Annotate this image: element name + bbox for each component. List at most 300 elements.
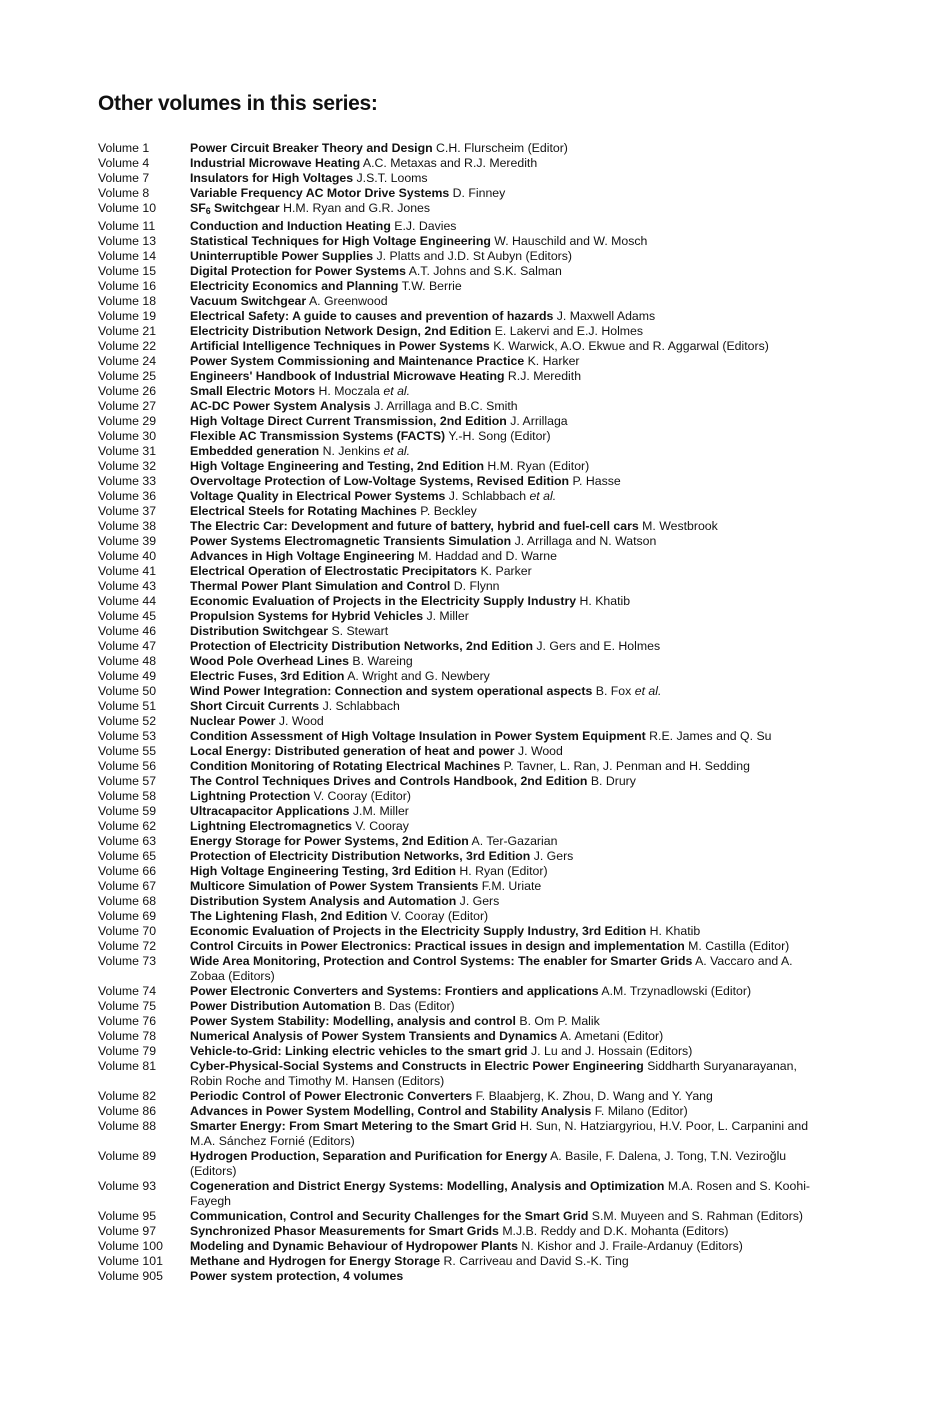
volume-authors: V. Cooray (Editor): [313, 788, 411, 803]
volume-number: Volume 49: [98, 668, 157, 683]
volume-entry: [98, 564, 828, 579]
volume-number: Volume 50: [98, 683, 157, 698]
volume-authors: H. Ryan (Editor): [459, 863, 548, 878]
volume-title-text: Energy Storage for Power Systems, 2nd Edition: [190, 833, 469, 848]
volume-number: Volume 78: [98, 1028, 157, 1043]
volume-authors: B. Fox: [595, 683, 632, 698]
volume-title: [190, 474, 569, 488]
volume-entry: [98, 879, 828, 894]
volume-title-text: The Control Techniques Drives and Controls Handbook, 2nd Edition: [190, 773, 588, 788]
volume-text: [190, 879, 828, 894]
volume-title-text: Wood Pole Overhead Lines: [190, 653, 349, 668]
volume-authors: J. Arrillaga and N. Watson: [514, 533, 657, 548]
volume-authors: R.E. James and Q. Su: [649, 728, 772, 743]
volume-entry: [98, 459, 828, 474]
volume-title: [190, 519, 639, 533]
volume-title: [190, 864, 456, 878]
volume-text: [190, 1269, 828, 1284]
volume-text: [190, 141, 828, 156]
volume-authors: M.A. Rosen and S. Koohi-Fayegh: [190, 1178, 811, 1208]
volume-title-text: Protection of Electricity Distribution Networks, 3rd Edition: [190, 848, 531, 863]
volume-number: Volume 79: [98, 1043, 157, 1058]
volume-authors: J. Schlabbach: [322, 698, 400, 713]
volume-text: [190, 894, 828, 909]
volume-title-prefix: SF: [190, 201, 206, 215]
volume-authors: M. Castilla (Editor): [688, 938, 790, 953]
volume-number: Volume 39: [98, 533, 157, 548]
volume-entry: [98, 744, 828, 759]
volume-title-text: Embedded generation: [190, 443, 320, 458]
volume-entry: [98, 729, 828, 744]
volume-title-text: Synchronized Phasor Measurements for Smart Grids: [190, 1223, 499, 1238]
volume-text: [190, 984, 828, 999]
volume-entry: [98, 894, 828, 909]
volume-number: Volume 68: [98, 893, 157, 908]
volume-entry: [98, 369, 828, 384]
volume-entry: [98, 1059, 828, 1089]
volume-text: [190, 819, 828, 834]
volume-title-text: Power System Commissioning and Maintenance Practice: [190, 353, 525, 368]
volume-title: [190, 834, 469, 848]
volume-title-text: Protection of Electricity Distribution Networks, 2nd Edition: [190, 638, 533, 653]
volume-number: Volume 66: [98, 863, 157, 878]
volume-title-text: Cogeneration and District Energy Systems: Modelling, Analysis and Optimization: [190, 1178, 665, 1193]
volume-text: [190, 624, 828, 639]
volume-title: [190, 504, 417, 518]
volume-entry: [98, 579, 828, 594]
volume-number: Volume 25: [98, 368, 157, 383]
volume-number: Volume 7: [98, 171, 150, 185]
volume-title: [190, 234, 491, 248]
volume-title-text: Modeling and Dynamic Behaviour of Hydropower Plants: [190, 1238, 518, 1253]
volume-title: [190, 534, 511, 548]
volume-title: [190, 354, 524, 368]
volume-number: Volume 40: [98, 548, 157, 563]
volume-authors: C.H. Flurscheim (Editor): [436, 141, 568, 155]
volume-title-text: Variable Frequency AC Motor Drive Systems: [190, 186, 450, 200]
volume-title: [190, 1029, 557, 1043]
volume-title-text: Numerical Analysis of Power System Transients and Dynamics: [190, 1028, 558, 1043]
volume-entry: [98, 924, 828, 939]
volume-authors: J. Platts and J.D. St Aubyn (Editors): [376, 248, 572, 263]
volume-title: [190, 699, 319, 713]
volume-entry: [98, 1149, 828, 1179]
volume-title-text: Local Energy: Distributed generation of heat and power: [190, 743, 515, 758]
volume-number: Volume 24: [98, 353, 157, 368]
volume-title: [190, 819, 352, 833]
volume-entry: [98, 429, 828, 444]
volume-title-text: The Electric Car: Development and future of battery, hybrid and fuel-cell cars: [190, 518, 639, 533]
volume-number: Volume 100: [98, 1238, 163, 1253]
volume-title-text: Wide Area Monitoring, Protection and Control Systems: The enabler for Smarter Grids: [190, 953, 693, 968]
volume-number: Volume 52: [98, 713, 157, 728]
volume-entry: [98, 789, 828, 804]
volume-entry: [98, 999, 828, 1014]
volume-number: Volume 38: [98, 518, 157, 533]
volume-title: [190, 429, 445, 443]
volume-title-text: Conduction and Induction Heating: [190, 218, 391, 233]
volume-entry: [98, 339, 828, 354]
volume-title: [190, 156, 360, 170]
volume-title-text: Condition Monitoring of Rotating Electrical Machines: [190, 758, 501, 773]
volume-title: [190, 369, 505, 383]
volume-title: [190, 894, 456, 908]
volume-title: [190, 264, 406, 278]
volume-entry: [98, 279, 828, 294]
volume-text: [190, 1104, 828, 1119]
volume-authors: Siddharth Suryanarayanan, Robin Roche and Timothy M. Hansen (Editors): [190, 1058, 797, 1088]
volume-text: [190, 399, 828, 414]
volume-title-text: Condition Assessment of High Voltage Insulation in Power System Equipment: [190, 728, 646, 743]
volume-title: [190, 1254, 440, 1268]
volume-authors: J. Maxwell Adams: [556, 308, 656, 323]
volume-number: Volume 56: [98, 758, 157, 773]
volume-text: [190, 324, 828, 339]
volume-authors: J. Schlabbach: [448, 488, 527, 503]
volume-number: Volume 27: [98, 398, 157, 413]
volume-authors: W. Hauschild and W. Mosch: [494, 233, 648, 248]
volume-title: [190, 279, 398, 293]
volume-entry: [98, 669, 828, 684]
volume-title: [190, 1014, 516, 1028]
volume-number: Volume 47: [98, 638, 157, 653]
volume-entry: [98, 609, 828, 624]
volume-title-text: Vacuum Switchgear: [190, 293, 307, 308]
volume-entry: [98, 294, 828, 309]
volume-title: [190, 294, 306, 308]
volume-number: Volume 75: [98, 998, 157, 1013]
volume-entry: [98, 759, 828, 774]
volume-number: Volume 63: [98, 833, 157, 848]
volume-title-text: Wind Power Integration: Connection and system operational aspects: [190, 683, 593, 698]
volume-text: [190, 489, 828, 504]
volume-text: [190, 171, 828, 186]
volume-entry: [98, 954, 828, 984]
volume-entry: [98, 834, 828, 849]
volume-title-text: Industrial Microwave Heating: [190, 156, 361, 170]
volume-text: [190, 639, 828, 654]
volume-text: [190, 186, 828, 201]
volume-title: [190, 1179, 664, 1193]
volume-title: [190, 219, 391, 233]
volume-title: [190, 579, 450, 593]
volume-title-text: Insulators for High Voltages: [190, 171, 354, 185]
volume-number: Volume 22: [98, 338, 157, 353]
volume-authors: B. Das (Editor): [374, 998, 455, 1013]
volume-text: [190, 444, 828, 459]
volume-number: Volume 1: [98, 141, 150, 155]
volume-title-text: Electrical Operation of Electrostatic Precipitators: [190, 563, 478, 578]
volume-number: Volume 32: [98, 458, 157, 473]
volume-entry: [98, 399, 828, 414]
volume-authors: B. Om P. Malik: [519, 1013, 600, 1028]
volume-title: [190, 849, 530, 863]
volume-entry: [98, 186, 828, 201]
volume-number: Volume 46: [98, 623, 157, 638]
volume-authors: F. Blaabjerg, K. Zhou, D. Wang and Y. Yang: [475, 1088, 713, 1103]
volume-entry: [98, 534, 828, 549]
volume-text: [190, 954, 828, 984]
volume-number: Volume 26: [98, 383, 157, 398]
volume-entry: [98, 201, 828, 219]
volume-authors: M. Westbrook: [642, 518, 718, 533]
volume-title-text: Statistical Techniques for High Voltage Engineering: [190, 233, 491, 248]
volume-authors: T.W. Berrie: [401, 278, 462, 293]
volume-title: [190, 654, 349, 668]
volume-title-text: Power Distribution Automation: [190, 998, 371, 1013]
volume-number: Volume 89: [98, 1148, 157, 1163]
volume-title-text: Lightning Electromagnetics: [190, 818, 352, 833]
volume-title-text: Power system protection, 4 volumes: [190, 1268, 404, 1283]
volume-number: Volume 14: [98, 248, 157, 263]
volume-text: [190, 834, 828, 849]
volume-text: [190, 201, 828, 219]
volume-text: [190, 264, 828, 279]
volume-entry: [98, 624, 828, 639]
volume-title-text: Overvoltage Protection of Low-Voltage Systems, Revised Edition: [190, 473, 570, 488]
volume-title: [190, 1224, 499, 1238]
volume-entry: [98, 519, 828, 534]
volume-authors: A. Basile, F. Dalena, J. Tong, T.N. Veziroğlu (Editors): [190, 1148, 787, 1178]
volume-number: Volume 15: [98, 263, 157, 278]
volume-title-text: Voltage Quality in Electrical Power Systems: [190, 488, 446, 503]
volume-etal: et al.: [529, 488, 557, 503]
volume-title-text: Economic Evaluation of Projects in the Electricity Supply Industry: [190, 593, 577, 608]
volume-authors: K. Parker: [480, 563, 532, 578]
volume-number: Volume 21: [98, 323, 157, 338]
volume-entry: [98, 774, 828, 789]
volume-title-text: Power Circuit Breaker Theory and Design: [190, 141, 433, 155]
volume-title: [190, 609, 423, 623]
volume-authors: J. Gers: [459, 893, 500, 908]
volume-entry: [98, 1209, 828, 1224]
volume-title-text: Hydrogen Production, Separation and Purification for Energy: [190, 1148, 548, 1163]
volume-entry: [98, 1044, 828, 1059]
volume-entry: [98, 324, 828, 339]
volume-authors: D. Flynn: [453, 578, 500, 593]
volume-title-text: Artificial Intelligence Techniques in Power Systems: [190, 338, 490, 353]
volume-text: [190, 924, 828, 939]
volume-number: Volume 73: [98, 953, 157, 968]
volume-text: [190, 384, 828, 399]
volume-entry: [98, 1269, 828, 1284]
volume-title: [190, 954, 692, 968]
volume-title-text: Communication, Control and Security Challenges for the Smart Grid: [190, 1208, 589, 1223]
volume-title-text: Propulsion Systems for Hybrid Vehicles: [190, 608, 424, 623]
volume-title-text: Uninterruptible Power Supplies: [190, 248, 374, 263]
volume-text: [190, 1224, 828, 1239]
volume-title: [190, 324, 491, 338]
volume-title-text: Switchgear: [210, 201, 280, 215]
volume-authors: H. Sun, N. Hatziargyriou, H.V. Poor, L. Carpanini and M.A. Sánchez Fornié (Editors): [190, 1118, 809, 1148]
volume-title: [190, 744, 515, 758]
volume-title: [190, 201, 280, 215]
volume-authors: Y.-H. Song (Editor): [448, 428, 551, 443]
volume-text: [190, 339, 828, 354]
volume-entry: [98, 804, 828, 819]
volume-text: [190, 684, 828, 699]
volume-text: [190, 1059, 828, 1089]
volume-authors: H. Khatib: [649, 923, 701, 938]
volume-title: [190, 789, 310, 803]
volume-entry: [98, 1119, 828, 1149]
volume-text: [190, 519, 828, 534]
volume-title: [190, 999, 371, 1013]
volume-authors: J. Wood: [517, 743, 563, 758]
volume-title-text: Small Electric Motors: [190, 383, 316, 398]
volume-title: [190, 309, 553, 323]
volume-authors: F. Milano (Editor): [594, 1103, 688, 1118]
volume-authors: J. Gers and E. Holmes: [536, 638, 661, 653]
volume-entry: [98, 849, 828, 864]
volume-number: Volume 62: [98, 818, 157, 833]
volume-authors: J. Wood: [278, 713, 324, 728]
volume-etal: et al.: [383, 443, 411, 458]
volume-title-text: Ultracapacitor Applications: [190, 803, 350, 818]
volume-number: Volume 57: [98, 773, 157, 788]
volume-authors: N. Jenkins: [322, 443, 380, 458]
volume-number: Volume 905: [98, 1268, 163, 1283]
volume-authors: J. Gers: [533, 848, 574, 863]
volume-title: [190, 459, 484, 473]
volume-title-text: Methane and Hydrogen for Energy Storage: [190, 1253, 441, 1268]
volume-text: [190, 1209, 828, 1224]
volume-title-text: Thermal Power Plant Simulation and Control: [190, 578, 451, 593]
volume-authors: M.J.B. Reddy and D.K. Mohanta (Editors): [502, 1223, 729, 1238]
volume-entry: [98, 384, 828, 399]
volume-number: Volume 67: [98, 878, 157, 893]
volume-title-text: Short Circuit Currents: [190, 698, 320, 713]
volume-title: [190, 1104, 591, 1118]
volume-authors: J. Lu and J. Hossain (Editors): [531, 1043, 693, 1058]
volume-number: Volume 43: [98, 578, 157, 593]
volume-number: Volume 10: [98, 201, 157, 215]
volume-entry: [98, 1014, 828, 1029]
volume-text: [190, 804, 828, 819]
volume-title-text: Engineers' Handbook of Industrial Microwave Heating: [190, 368, 505, 383]
volume-authors: A. Ametani (Editor): [559, 1028, 664, 1043]
volume-entry: [98, 984, 828, 999]
volume-title-text: Electric Fuses, 3rd Edition: [190, 668, 345, 683]
volume-title-text: High Voltage Direct Current Transmission, 2nd Edition: [190, 413, 507, 428]
volume-number: Volume 58: [98, 788, 157, 803]
volume-title: [190, 759, 500, 773]
volume-title: [190, 1059, 644, 1073]
volume-number: Volume 74: [98, 983, 157, 998]
volume-authors: A. Vaccaro and A. Zobaa (Editors): [190, 953, 793, 983]
volume-number: Volume 51: [98, 698, 157, 713]
volume-authors: H. Moczala: [318, 383, 380, 398]
volume-entry: [98, 264, 828, 279]
volume-authors: K. Warwick, A.O. Ekwue and R. Aggarwal (Editors): [493, 338, 769, 353]
volume-title: [190, 684, 592, 698]
volume-number: Volume 41: [98, 563, 157, 578]
volume-title: [190, 624, 328, 638]
volume-title-text: Distribution Switchgear: [190, 623, 329, 638]
volume-title-text: Smarter Energy: From Smart Metering to the Smart Grid: [190, 1118, 517, 1133]
volume-text: [190, 909, 828, 924]
volume-authors: M. Haddad and D. Warne: [418, 548, 557, 563]
volume-authors: V. Cooray (Editor): [390, 908, 489, 923]
volume-text: [190, 1044, 828, 1059]
volume-text: [190, 1029, 828, 1044]
volume-number: Volume 45: [98, 608, 157, 623]
volume-authors: S.M. Muyeen and S. Rahman (Editors): [591, 1208, 803, 1223]
volume-title: [190, 489, 445, 503]
volume-number: Volume 29: [98, 413, 157, 428]
volume-title-text: Digital Protection for Power Systems: [190, 263, 406, 278]
volume-entry: [98, 141, 828, 156]
volume-number: Volume 31: [98, 443, 157, 458]
volume-number: Volume 13: [98, 233, 157, 248]
volume-entry: [98, 309, 828, 324]
volume-text: [190, 1179, 828, 1209]
volume-title-text: Electrical Steels for Rotating Machines: [190, 503, 417, 518]
volume-text: [190, 864, 828, 879]
volume-authors: B. Wareing: [352, 653, 413, 668]
volume-text: [190, 1119, 828, 1149]
volume-title-text: Multicore Simulation of Power System Transients: [190, 878, 479, 893]
volume-number: Volume 59: [98, 803, 157, 818]
volume-authors: A.T. Johns and S.K. Salman: [408, 263, 562, 278]
volume-entry: [98, 714, 828, 729]
volume-authors: H.M. Ryan (Editor): [487, 458, 590, 473]
volume-number: Volume 88: [98, 1118, 157, 1133]
volume-number: Volume 33: [98, 473, 157, 488]
volume-title-text: Advances in Power System Modelling, Control and Stability Analysis: [190, 1103, 592, 1118]
volume-title-text: Economic Evaluation of Projects in the Electricity Supply Industry, 3rd Edition: [190, 923, 647, 938]
volume-title: [190, 1044, 528, 1058]
volume-text: [190, 714, 828, 729]
volume-number: Volume 4: [98, 156, 150, 170]
volume-title-text: Electricity Economics and Planning: [190, 278, 399, 293]
volume-authors: H.M. Ryan and G.R. Jones: [283, 201, 431, 215]
volume-title: [190, 909, 387, 923]
volume-entry: [98, 1179, 828, 1209]
volume-authors: J.S.T. Looms: [356, 171, 428, 185]
volume-text: [190, 279, 828, 294]
volume-entry: [98, 474, 828, 489]
volume-number: Volume 70: [98, 923, 157, 938]
volume-text: [190, 1014, 828, 1029]
volume-authors: K. Harker: [527, 353, 580, 368]
volume-text: [190, 156, 828, 171]
volume-number: Volume 30: [98, 428, 157, 443]
volume-authors: J. Arrillaga and B.C. Smith: [374, 398, 518, 413]
volume-text: [190, 1089, 828, 1104]
volume-text: [190, 609, 828, 624]
volume-title: [190, 1269, 403, 1283]
volume-text: [190, 759, 828, 774]
volume-number: Volume 18: [98, 293, 157, 308]
volume-entry: [98, 819, 828, 834]
volume-etal: et al.: [634, 683, 662, 698]
volume-number: Volume 11: [98, 218, 156, 233]
volume-authors: P. Beckley: [420, 503, 477, 518]
volume-text: [190, 774, 828, 789]
volume-authors: A. Ter-Gazarian: [471, 833, 558, 848]
volume-etal: et al.: [383, 383, 411, 398]
volume-text: [190, 669, 828, 684]
volume-text: [190, 594, 828, 609]
volume-text: [190, 849, 828, 864]
volume-number: Volume 82: [98, 1088, 157, 1103]
volume-title-text: Nuclear Power: [190, 713, 276, 728]
volume-title: [190, 186, 449, 200]
volume-number: Volume 53: [98, 728, 157, 743]
volume-number: Volume 48: [98, 653, 157, 668]
volume-authors: E.J. Davies: [394, 218, 457, 233]
